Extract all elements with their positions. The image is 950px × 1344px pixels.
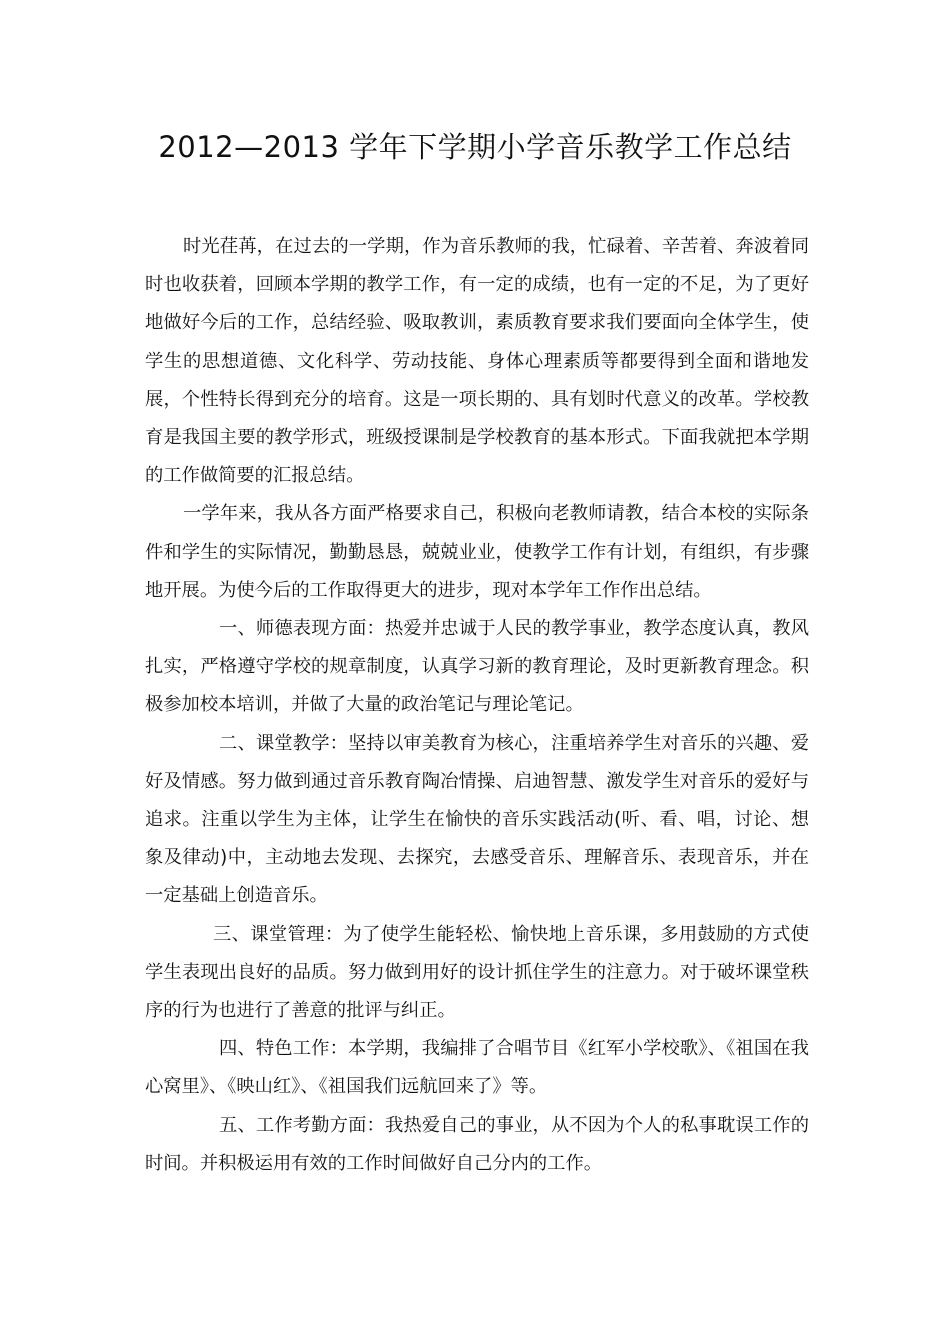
paragraph-section-4: 四、特色工作：本学期，我编排了合唱节目《红军小学校歌》、《祖国在我心窝里》、《映山红》、《祖国我们远航回来了》等。 [145, 1038, 809, 1098]
paragraph-section-5: 五、工作考勤方面：我热爱自己的事业，从不因为个人的私事耽误工作的时间。并积极运用有效的工作时间做好自己分内的工作。 [145, 1114, 809, 1174]
paragraph-section-3: 三、课堂管理：为了使学生能轻松、愉快地上音乐课，多用鼓励的方式使学生表现出良好的品质。努力做到用好的设计抓住学生的注意力。对于破坏课堂秩序的行为也进行了善意的批评与纠正。 [145, 923, 809, 1022]
document-body [145, 228, 809, 1183]
paragraph-section-1: 一、师德表现方面：热爱并忠诚于人民的教学事业，教学态度认真，教风扎实，严格遵守学校的规章制度，认真学习新的教育理论，及时更新教育理念。积极参加校本培训，并做了大量的政治笔记与理论笔记。 [145, 618, 809, 716]
paragraph-section-2: 二、课堂教学：坚持以审美教育为核心，注重培养学生对音乐的兴趣、爱好及情感。努力做到通过音乐教育陶冶情操、启迪智慧、激发学生对音乐的爱好与追求。注重以学生为主体，让学生在愉快的音乐实践活动(听、看、唱，讨论、想象及律动)中，主动地去发现、去探究，去感受音乐、理解音乐、表现音乐，并在一定基础上创造音乐。 [145, 732, 809, 907]
paragraph-overview: 一学年来，我从各方面严格要求自己，积极向老教师请教，结合本校的实际条件和学生的实际情况，勤勤恳恳，兢兢业业，使教学工作有计划，有组织，有步骤地开展。为使今后的工作取得更大的进步，现对本学年工作作出总结。 [145, 503, 809, 601]
document-title: 2012—2013 学年下学期小学音乐教学工作总结 [158, 130, 792, 164]
paragraph-intro: 时光荏苒，在过去的一学期，作为音乐教师的我，忙碌着、辛苦着、奔波着同时也收获着，回顾本学期的教学工作，有一定的成绩，也有一定的不足，为了更好地做好今后的工作，总结经验、吸取教训，素质教育要求我们要面向全体学生，使学生的思想道德、文化科学、劳动技能、身体心理素质等都要得到全面和谐地发展，个性特长得到充分的培育。这是一项长期的、具有划时代意义的改革。学校教育是我国主要的教学形式，班级授课制是学校教育的基本形式。下面我就把本学期的工作做简要的汇报总结。 [145, 236, 809, 487]
